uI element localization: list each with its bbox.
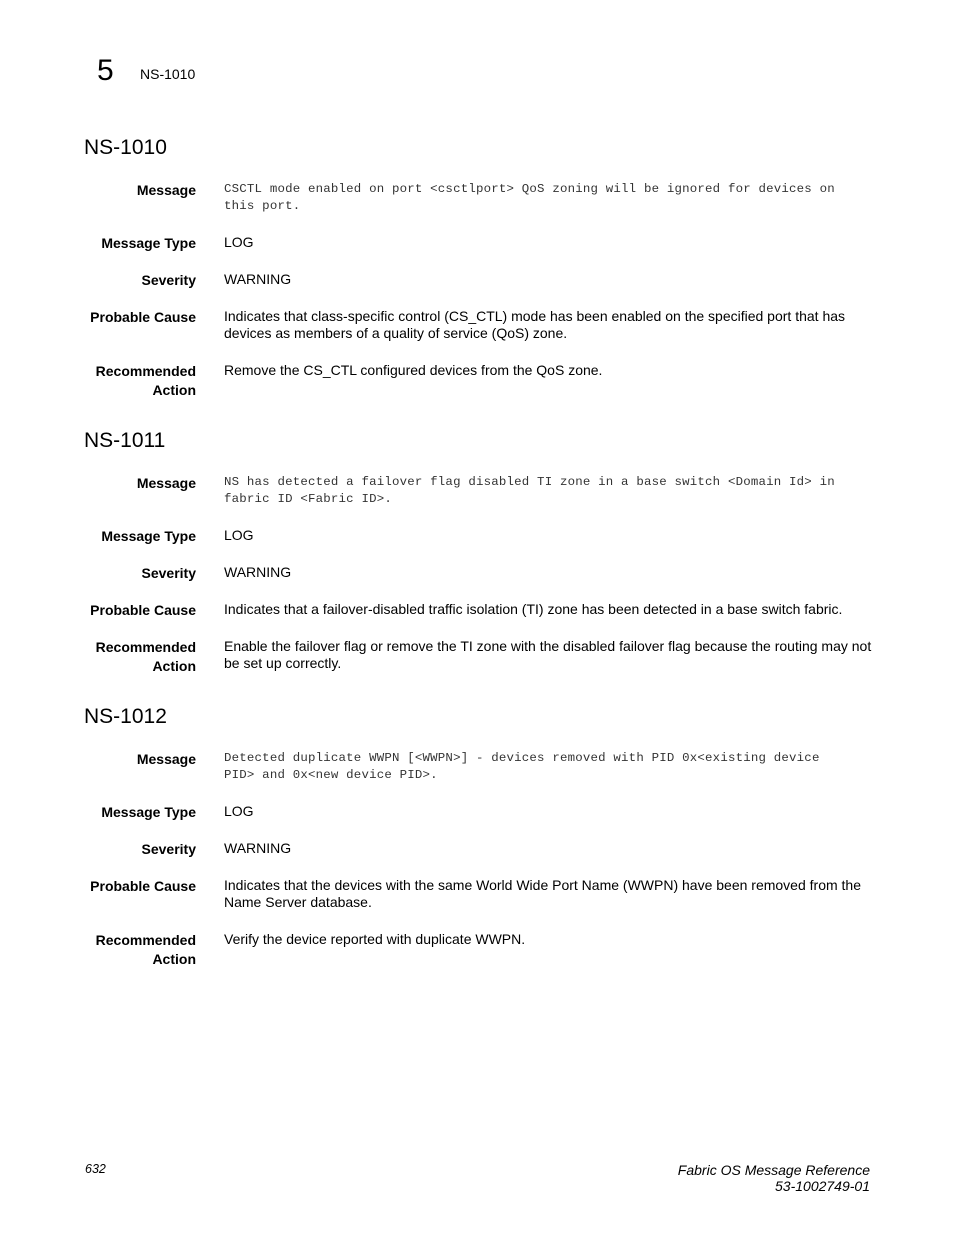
probable-cause-value: Indicates that class-specific control (CS_CTL) mode has been enabled on the specified port that has devices as members of a quality of service (QoS) zone. — [224, 308, 846, 341]
recommended-action-label — [60, 638, 196, 676]
recommended-action-label — [60, 362, 196, 400]
probable-cause-value: Indicates that a failover-disabled traffic isolation (TI) zone has been detected in a base switch fabric. — [224, 601, 843, 617]
severity-value: WARNING — [224, 564, 292, 580]
message-text: CSCTL mode enabled on port <csctlport> QoS zoning will be ignored for devices on this port. — [224, 182, 835, 213]
recommended-label-line1: Recommended — [95, 363, 196, 379]
probable-cause-value: Indicates that the devices with the same World Wide Port Name (WWPN) have been removed from the Name Server database. — [224, 877, 861, 910]
section-title: NS-1010 — [84, 136, 167, 159]
recommended-label-line1: Recommended — [95, 932, 196, 948]
recommended-label-line2: Action — [152, 951, 196, 967]
recommended-action-value: Remove the CS_CTL configured devices from the QoS zone. — [224, 362, 603, 378]
message-label: Message — [136, 475, 196, 491]
chapter-number: 5 — [97, 54, 114, 87]
severity-value: WARNING — [224, 840, 292, 856]
message-type-label: Message Type — [101, 528, 196, 544]
message-text: Detected duplicate WWPN [<WWPN>] - devices removed with PID 0x<existing device PID> and 0x<new device PID>. — [224, 751, 820, 782]
footer-doc-title: Fabric OS Message Reference — [677, 1162, 870, 1178]
recommended-label-line1: Recommended — [95, 639, 196, 655]
recommended-action-value: Enable the failover flag or remove the TI zone with the disabled failover flag because the routing may not be set up correctly. — [224, 638, 872, 671]
message-type-value: LOG — [224, 234, 254, 250]
message-text: NS has detected a failover flag disabled TI zone in a base switch <Domain Id> in fabric ID <Fabric ID>. — [224, 475, 835, 506]
footer-doc-number: 53-1002749-01 — [775, 1178, 870, 1194]
severity-label: Severity — [141, 841, 196, 857]
section-title: NS-1012 — [84, 705, 167, 728]
recommended-action-label — [60, 931, 196, 969]
severity-label: Severity — [141, 565, 196, 581]
probable-cause-label: Probable Cause — [90, 602, 196, 618]
message-type-value: LOG — [224, 527, 254, 543]
page-number: 632 — [85, 1162, 106, 1176]
running-title: NS-1010 — [140, 66, 196, 82]
severity-value: WARNING — [224, 271, 292, 287]
message-label: Message — [136, 751, 196, 767]
recommended-action-value: Verify the device reported with duplicate WWPN. — [224, 931, 526, 947]
message-label: Message — [136, 182, 196, 198]
section-title: NS-1011 — [84, 429, 166, 452]
recommended-label-line2: Action — [152, 658, 196, 674]
probable-cause-label: Probable Cause — [90, 309, 196, 325]
severity-label: Severity — [141, 272, 196, 288]
footer-doc-info — [678, 1162, 870, 1194]
recommended-label-line2: Action — [152, 382, 196, 398]
message-type-label: Message Type — [101, 235, 196, 251]
probable-cause-label: Probable Cause — [90, 878, 196, 894]
message-type-label: Message Type — [101, 804, 196, 820]
message-type-value: LOG — [224, 803, 254, 819]
